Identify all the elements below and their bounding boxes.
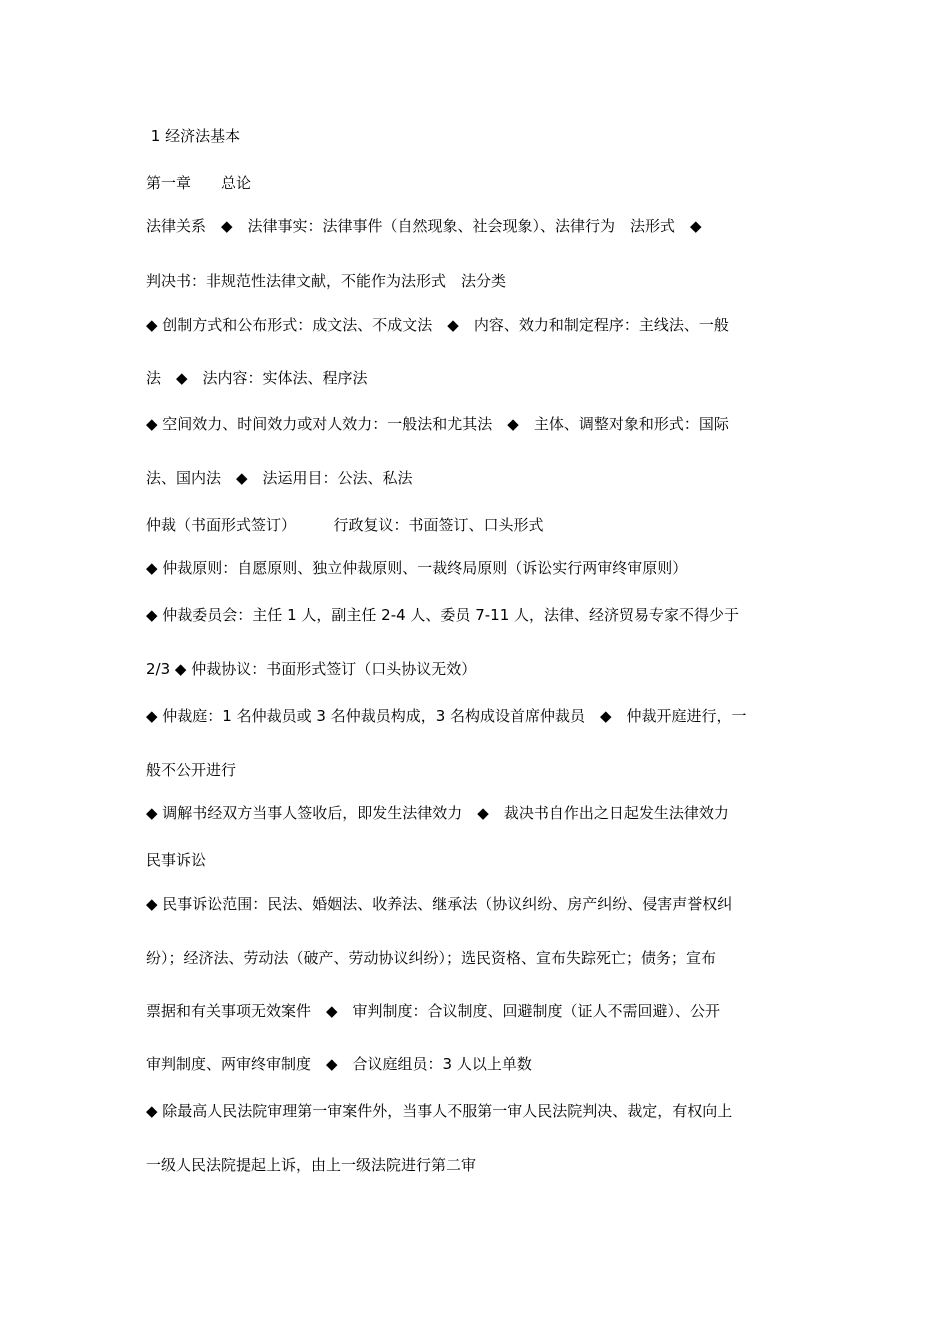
- text-line: 2/3 ◆ 仲裁协议：书面形式签订（口头协议无效）: [146, 660, 477, 678]
- section-heading: 仲裁（书面形式签订） 行政复议：书面签订、口头形式: [146, 516, 544, 534]
- text-line: ◆ 调解书经双方当事人签收后，即发生法律效力 ◆ 裁决书自作出之日起发生法律效力: [146, 804, 729, 822]
- text-line: 法、国内法 ◆ 法运用目：公法、私法: [146, 469, 413, 487]
- text-line: 般不公开进行: [146, 761, 237, 779]
- text-line: ◆ 空间效力、时间效力或对人效力：一般法和尤其法 ◆ 主体、调整对象和形式：国际: [146, 415, 729, 433]
- text-line: 法 ◆ 法内容：实体法、程序法: [146, 369, 368, 387]
- text-line: ◆ 民事诉讼范围：民法、婚姻法、收养法、继承法（协议纠纷、房产纠纷、侵害声誉权纠: [146, 895, 733, 913]
- doc-title: 1 经济法基本: [146, 127, 241, 145]
- text-line: ◆ 仲裁原则：自愿原则、独立仲裁原则、一裁终局原则（诉讼实行两审终审原则）: [146, 559, 688, 577]
- text-line: ◆ 仲裁委员会：主任 1 人，副主任 2-4 人、委员 7-11 人，法律、经济贸易专家不得少于: [146, 606, 740, 624]
- text-line: ◆ 创制方式和公布形式：成文法、不成文法 ◆ 内容、效力和制定程序：主线法、一般: [146, 316, 729, 334]
- text-line: 审判制度、两审终审制度 ◆ 合议庭组员：3 人以上单数: [146, 1055, 532, 1073]
- text-line: 一级人民法院提起上诉，由上一级法院进行第二审: [146, 1156, 477, 1174]
- chapter-heading: 第一章 总论: [146, 174, 252, 192]
- section-heading: 民事诉讼: [146, 851, 207, 869]
- text-line: 判决书：非规范性法律文献，不能作为法形式 法分类: [146, 272, 507, 290]
- text-line: ◆ 仲裁庭：1 名仲裁员或 3 名仲裁员构成，3 名构成设首席仲裁员 ◆ 仲裁开庭进行，一: [146, 707, 747, 725]
- text-line: 票据和有关事项无效案件 ◆ 审判制度：合议制度、回避制度（证人不需回避）、公开: [146, 1002, 721, 1020]
- text-line: ◆ 除最高人民法院审理第一审案件外，当事人不服第一审人民法院判决、裁定，有权向上: [146, 1102, 733, 1120]
- text-line: 法律关系 ◆ 法律事实：法律事件（自然现象、社会现象）、法律行为 法形式 ◆: [146, 217, 702, 235]
- text-line: 纷）；经济法、劳动法（破产、劳动协议纠纷）；选民资格、宣布失踪死亡；债务；宣布: [146, 949, 717, 967]
